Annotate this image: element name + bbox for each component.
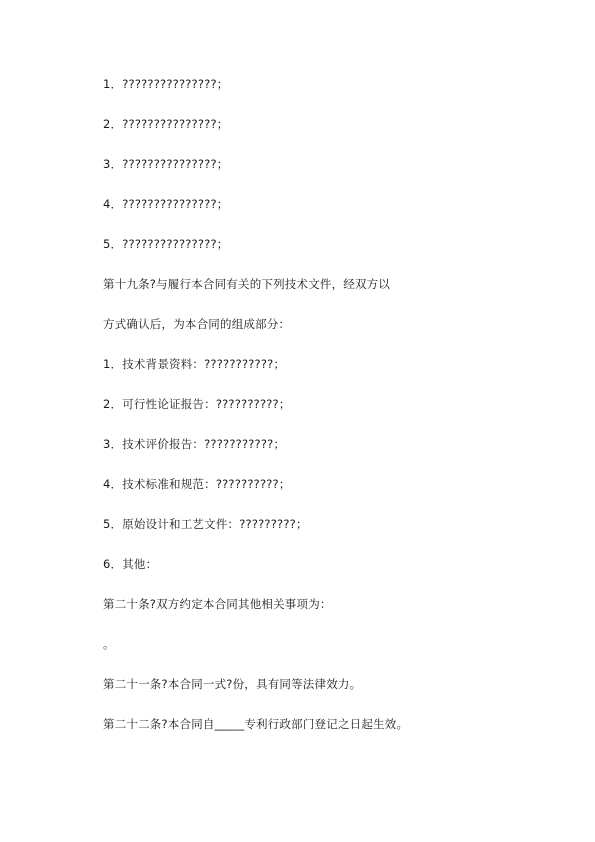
article-21-heading: 第二十一条?本合同一式?份，具有同等法律效力。 (103, 677, 362, 691)
article-20-heading: 第二十条?双方约定本合同其他相关事项为： (103, 597, 332, 611)
text-line: 6．其他： (103, 557, 158, 571)
text-line: 。 (103, 637, 115, 651)
text-line: 5．原始设计和工艺文件：?????????； (103, 517, 308, 531)
text-line: 4．???????????????； (103, 197, 229, 211)
text-line: 2．可行性论证报告：??????????； (103, 397, 291, 411)
text-line: 3．???????????????； (103, 157, 229, 171)
text-line: 2．???????????????； (103, 117, 229, 131)
text-line: 1．技术背景资料：???????????； (103, 357, 286, 371)
text-line: 5．???????????????； (103, 237, 229, 251)
text-line: 方式确认后，为本合同的组成部分： (103, 317, 291, 331)
article-19-heading: 第十九条?与履行本合同有关的下列技术文件，经双方以 (103, 277, 391, 291)
text-line: 1．???????????????； (103, 77, 229, 91)
article-22-heading: 第二十二条?本合同自_____专利行政部门登记之日起生效。 (103, 717, 409, 731)
text-line: 3．技术评价报告：???????????； (103, 437, 286, 451)
text-line: 4．技术标准和规范：??????????； (103, 477, 291, 491)
